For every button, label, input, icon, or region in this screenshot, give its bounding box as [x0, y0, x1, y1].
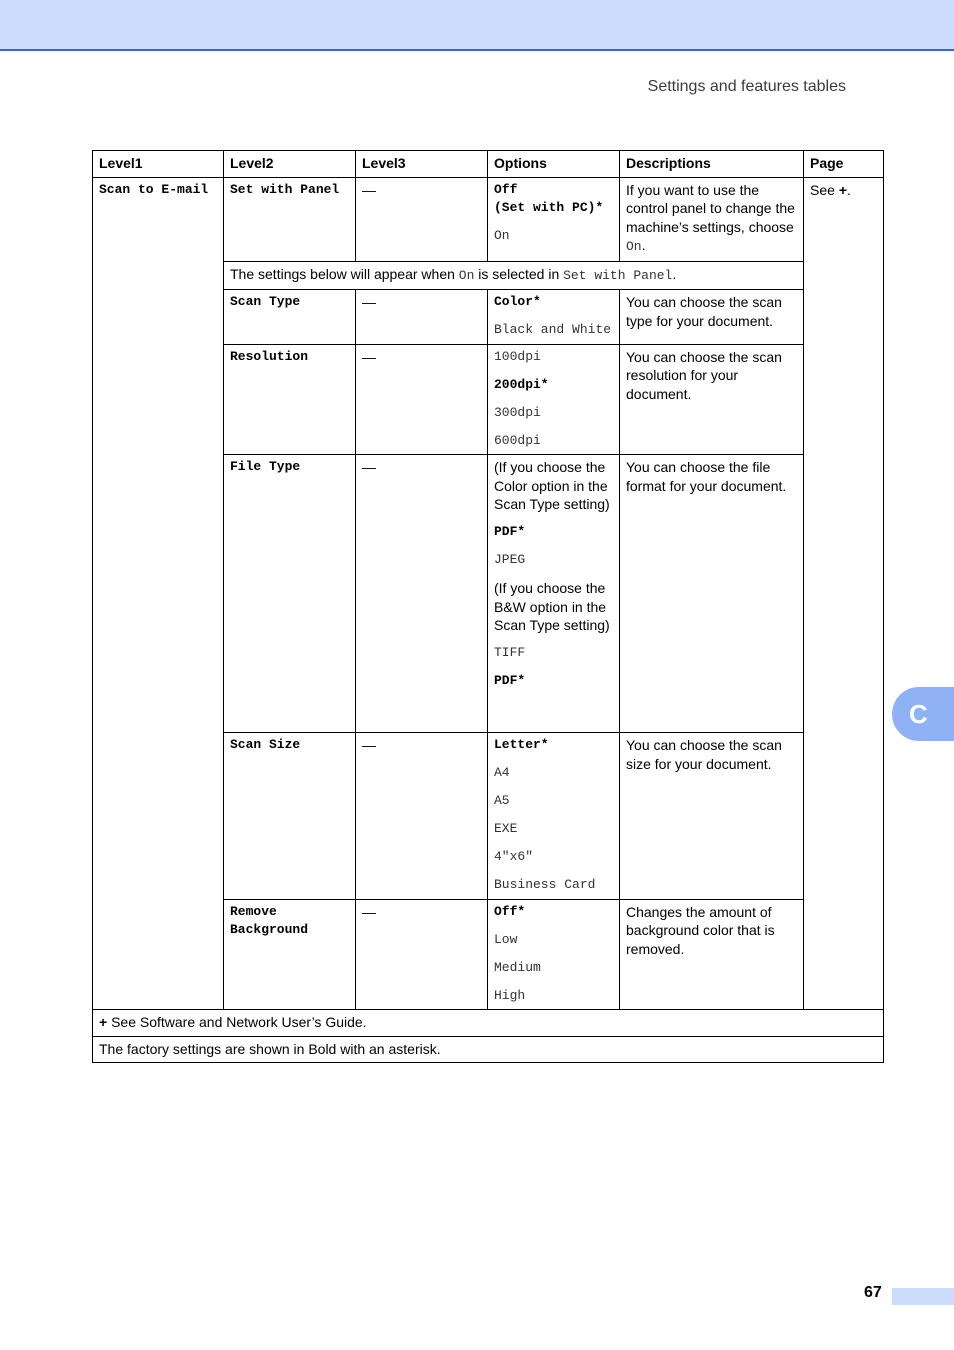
level2-cell: Set with Panel: [224, 177, 356, 261]
factory-note-row: [93, 1036, 884, 1063]
description-cell: Changes the amount of background color that is removed.: [620, 899, 804, 1010]
option-value: (Set with PC)*: [494, 200, 604, 215]
option-value: Black and White: [494, 322, 612, 337]
option-value: 4"x6": [494, 849, 534, 864]
option-condition: (If you choose the Color option in the Scan Type setting): [494, 459, 610, 512]
description-cell: You can choose the file format for your document.: [620, 455, 804, 733]
option-value: 300dpi: [494, 404, 541, 420]
option-value: 100dpi: [494, 348, 541, 364]
options-cell: [488, 177, 620, 261]
page-number: 67: [864, 1284, 882, 1301]
column-header: Level2: [224, 151, 356, 178]
description-cell: [620, 177, 804, 261]
page-see-text: See: [810, 181, 835, 198]
description-text: If you want to use the control panel to change the machine’s settings, choose: [626, 181, 795, 235]
level3-cell: —: [356, 733, 488, 900]
level3-cell: —: [356, 455, 488, 733]
note-cell: [224, 261, 804, 290]
settings-table: [92, 150, 884, 1063]
running-header: Settings and features tables: [647, 78, 846, 95]
description-cell: You can choose the scan type for your document.: [620, 290, 804, 345]
options-cell: [488, 899, 620, 1010]
level2-cell: Remove Background: [224, 899, 356, 1010]
table-header-row: [93, 151, 884, 178]
option-value: A4: [494, 765, 510, 780]
inline-code: On: [458, 267, 475, 283]
options-cell: [488, 733, 620, 900]
option-value: Medium: [494, 959, 541, 975]
option-value: PDF*: [494, 524, 526, 539]
level3-cell: —: [356, 177, 488, 261]
option-value: Business Card: [494, 877, 596, 892]
column-header: Page: [804, 151, 884, 178]
page-period: .: [847, 181, 851, 198]
page-number-bar: [892, 1288, 954, 1305]
note-text: .: [672, 265, 677, 282]
description-cell: You can choose the scan resolution for your document.: [620, 344, 804, 455]
level2-cell: Scan Type: [224, 290, 356, 345]
level3-cell: —: [356, 344, 488, 455]
level2-cell: Scan Size: [224, 733, 356, 900]
level1-cell: Scan to E-mail: [93, 177, 224, 1010]
option-value: Letter*: [494, 737, 549, 752]
inline-code: On: [626, 239, 642, 254]
column-header: Level3: [356, 151, 488, 178]
factory-note-cell: The factory settings are shown in Bold with an asterisk.: [93, 1036, 884, 1063]
option-condition: (If you choose the B&W option in the Scan Type setting): [494, 580, 610, 633]
level3-cell: —: [356, 899, 488, 1010]
option-value: 600dpi: [494, 432, 541, 448]
footnote-cell: [93, 1010, 884, 1037]
option-value: JPEG: [494, 552, 526, 567]
option-value: High: [494, 987, 526, 1003]
inline-code: Set with Panel: [563, 267, 673, 283]
option-value: EXE: [494, 821, 518, 836]
page-cell: [804, 177, 884, 1010]
option-value: 200dpi*: [494, 376, 549, 392]
table-row: [93, 177, 884, 261]
note-text: is selected in: [474, 265, 564, 282]
level2-cell: Resolution: [224, 344, 356, 455]
column-header: Level1: [93, 151, 224, 178]
options-cell: [488, 344, 620, 455]
column-header: Options: [488, 151, 620, 178]
option-value: A5: [494, 793, 510, 808]
level3-cell: —: [356, 290, 488, 345]
options-cell: [488, 290, 620, 345]
option-value: On: [494, 228, 510, 243]
description-text: .: [641, 237, 646, 253]
cross-reference-icon: +: [99, 1014, 108, 1030]
options-cell: [488, 455, 620, 733]
level2-cell: File Type: [224, 455, 356, 733]
option-value: Low: [494, 931, 518, 947]
description-cell: You can choose the scan size for your document.: [620, 733, 804, 900]
option-value: PDF*: [494, 673, 526, 688]
column-header: Descriptions: [620, 151, 804, 178]
chapter-tab: C: [892, 687, 954, 741]
option-value: TIFF: [494, 645, 526, 660]
cross-reference-icon: +: [838, 181, 847, 198]
note-text: The settings below will appear when: [230, 265, 459, 282]
footnote-row: [93, 1010, 884, 1037]
option-value: Off: [494, 181, 518, 197]
option-value: Off*: [494, 903, 526, 919]
footnote-text: See Software and Network User’s Guide.: [107, 1014, 367, 1030]
header-band: [0, 0, 954, 51]
option-value: Color*: [494, 294, 541, 309]
